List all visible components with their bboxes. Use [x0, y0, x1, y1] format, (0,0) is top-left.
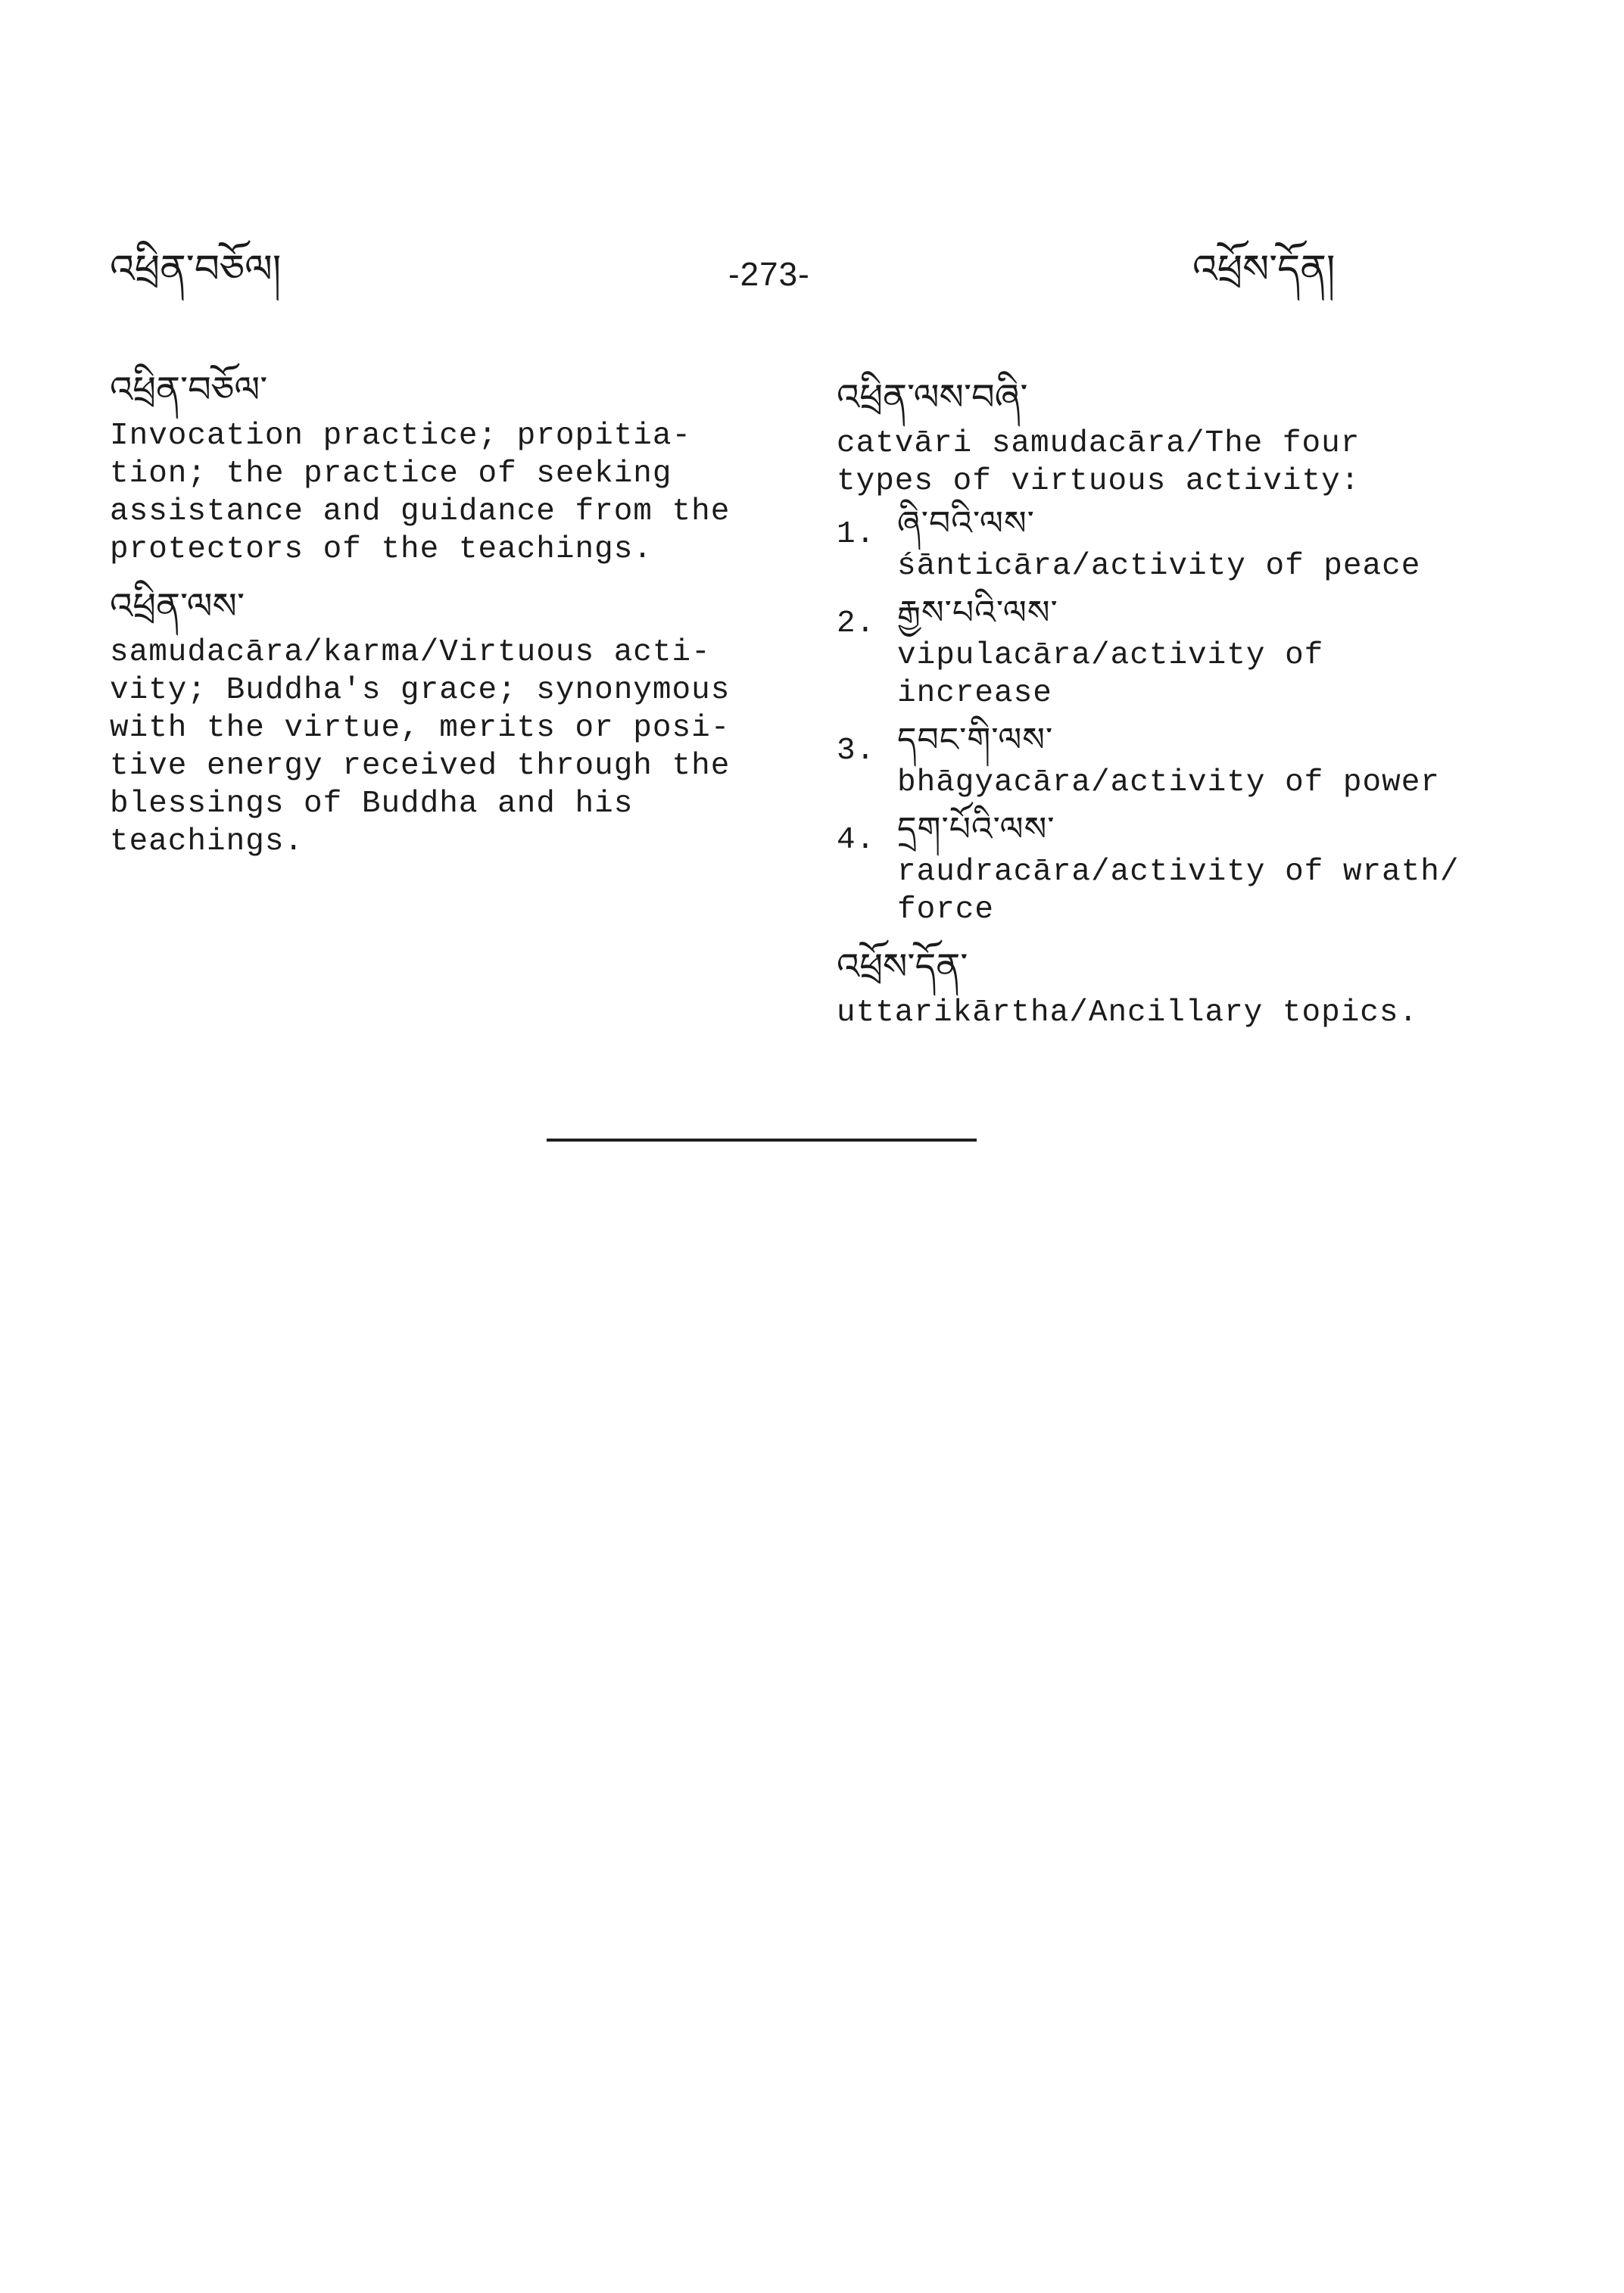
item-gloss: raudracāra/activity of wrath/ force	[897, 855, 1460, 927]
dictionary-entry	[110, 584, 776, 861]
list-item	[837, 500, 1518, 585]
dictionary-entry	[110, 367, 776, 569]
list-item	[837, 590, 1518, 712]
left-column	[110, 367, 776, 876]
page-number: -273-	[728, 256, 810, 293]
running-head-left: འཕྲིན་བཅོལ།	[110, 247, 282, 292]
entry-headword: འཕྲིན་བཅོལ་	[110, 369, 268, 411]
list-item	[837, 717, 1518, 802]
running-head-right: འཕྲོས་དོན།	[1192, 247, 1336, 292]
entry-definition: samudacāra/karma/Virtuous acti- vity; Buddha's grace; synonymous with the virtue, merits or posi- tive energy received through the blessings of Buddha and his teachings.	[110, 635, 731, 859]
section-end-rule	[547, 1139, 977, 1142]
item-tibetan-term: དབང་གི་ལས་	[897, 721, 1054, 759]
item-gloss: śānticāra/activity of peace	[897, 549, 1421, 584]
entry-headword: འཕྲོས་དོན་	[837, 946, 968, 988]
list-item	[837, 806, 1518, 929]
dictionary-entry	[837, 944, 1518, 1032]
activity-list	[837, 500, 1518, 929]
entry-definition: catvāri samudacāra/The four types of virtuous activity:	[837, 426, 1361, 499]
entry-definition: Invocation practice; propitia- tion; the practice of seeking assistance and guidance from the protectors of the teachings.	[110, 419, 731, 567]
item-number: 4.	[837, 823, 876, 858]
item-gloss: vipulacāra/activity of increase	[897, 638, 1324, 711]
item-gloss: bhāgyacāra/activity of power	[897, 765, 1440, 800]
dictionary-entry	[837, 375, 1518, 929]
item-tibetan-term: རྒྱས་པའི་ལས་	[897, 594, 1058, 632]
right-column	[837, 375, 1518, 1047]
entry-headword: འཕྲིན་ལས་	[110, 585, 245, 628]
item-number: 1.	[837, 517, 876, 552]
entry-headword: འཕྲིན་ལས་བཞི་	[837, 376, 1028, 419]
entry-definition: uttarikārtha/Ancillary topics.	[837, 995, 1419, 1030]
item-number: 3.	[837, 734, 876, 768]
item-tibetan-term: དྲག་པོའི་ལས་	[897, 810, 1055, 849]
item-tibetan-term: ཞི་བའི་ལས་	[897, 504, 1035, 543]
item-number: 2.	[837, 606, 876, 641]
